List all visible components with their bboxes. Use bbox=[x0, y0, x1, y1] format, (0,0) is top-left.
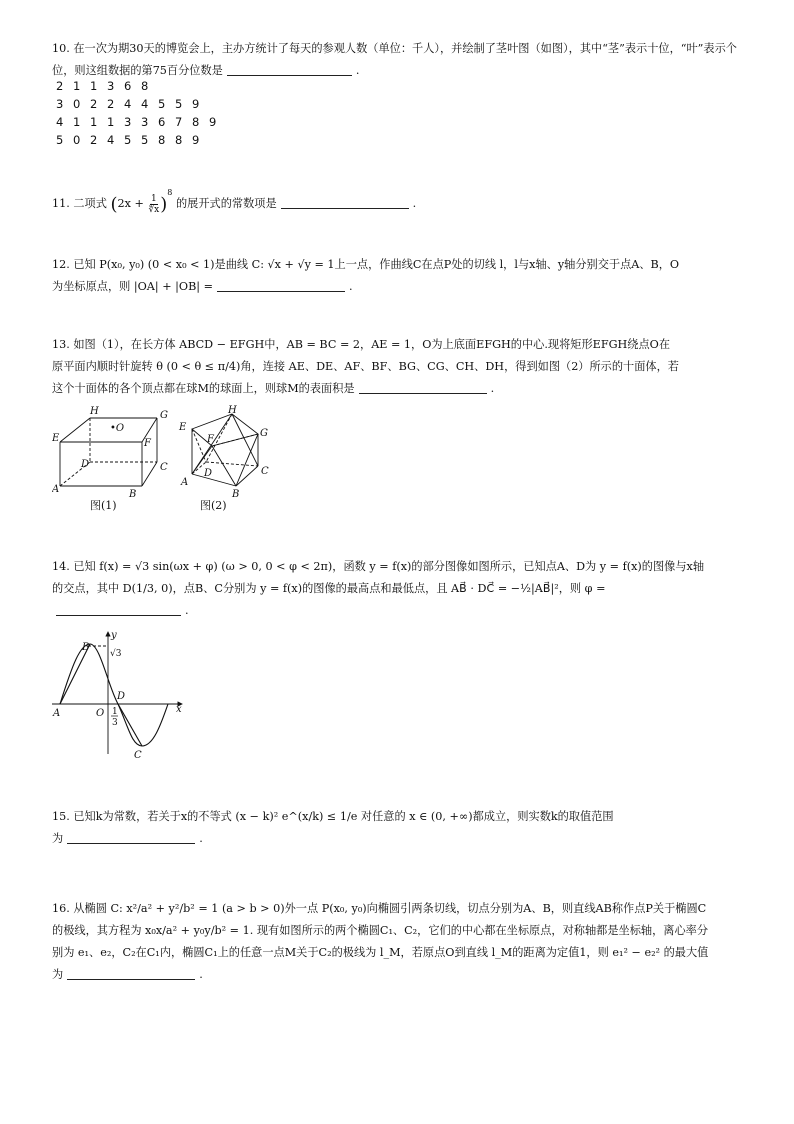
answer-blank[interactable] bbox=[67, 965, 195, 980]
vertex-label: F bbox=[207, 434, 214, 445]
sine-graph bbox=[50, 626, 190, 761]
question-13: 13. 如图（1），在长方体 ABCD − EFGH中，AB = BC = 2，AE = 1，O为上底面EFGH的中心.现将矩形EFGH绕点O在 原平面内顺时针旋转 θ (0 < θ ≤ π/4)角，连接 AE、DE、AF、BF、BG、CG、CH、DH，得到如图（2）所示的十面体，若 这个十面体的各个顶点都在球M的球面上，则球M的表面积是 . bbox=[52, 338, 679, 395]
point-label: B bbox=[82, 642, 90, 653]
figure-caption: 图(2) bbox=[200, 499, 227, 512]
axis-label: y bbox=[111, 630, 117, 641]
vertex-label: G bbox=[260, 428, 268, 439]
vertex-label: F bbox=[144, 438, 151, 449]
vertex-label: E bbox=[179, 422, 187, 433]
stem-leaf-plot bbox=[56, 77, 226, 149]
stem-row: 2 1 1 3 6 8 bbox=[56, 79, 149, 93]
fraction: $\frac{1}{∜x}$ bbox=[148, 193, 160, 215]
point-label: A bbox=[53, 708, 61, 719]
question-14: 14. 已知 f(x) = √3 sin(ωx + φ) (ω > 0, 0 < φ < 2π)，函数 y = f(x)的部分图像如图所示，已知点A、D为 y = f(x)的图像与x轴 的交点，其中 D(1/3, 0)，点B、C分别为 y = f(x)的图像的最高点和最低点，且 AB⃗ · DC⃗ = −½|AB⃗|²，则 φ = . bbox=[52, 560, 705, 617]
decahedron-figure-2 bbox=[176, 404, 276, 499]
axis-label: x bbox=[176, 704, 182, 715]
question-11: 11. 二项式 (2x + $\frac{1}{∜x}$ )$^8$ 的展开式的常数项是 . bbox=[52, 188, 417, 215]
tick-denominator: 3 bbox=[112, 718, 118, 728]
question-12: 12. 已知 P(x₀, y₀) (0 < x₀ < 1)是曲线 C: √x + √y = 1上一点，作曲线C在点P处的切线 l，l与x轴、y轴分别交于点A、B，O 为坐标原点，则 |OA| + |OB| = . bbox=[52, 258, 680, 293]
vertex-label: E bbox=[52, 433, 60, 444]
answer-blank[interactable] bbox=[67, 829, 195, 844]
origin-label: O bbox=[96, 708, 105, 719]
question-10: 10. 在一次为期30天的博览会上，主办方统计了每天的参观人数（单位：千人），并绘制了茎叶图（如图），其中“茎”表示十位，“叶”表示个位，则这组数据的第75百分位数是 . bbox=[52, 42, 737, 77]
vertex-label: C bbox=[261, 466, 269, 477]
vertex-label: D bbox=[81, 459, 90, 470]
tick-numerator: 1 bbox=[112, 707, 118, 717]
stem-row: 5 0 2 4 5 5 8 8 9 bbox=[56, 133, 200, 147]
vertex-label: A bbox=[52, 484, 60, 495]
point-label: C bbox=[134, 750, 142, 761]
cuboid-figure-1 bbox=[52, 404, 182, 499]
q10-text: 10. 在一次为期30天的博览会上，主办方统计了每天的参观人数（单位：千人），并绘制了茎叶图（如图），其中“茎”表示十位，“叶”表示个位，则这组数据的第75百分位数是 bbox=[52, 42, 737, 77]
stem-row: 4 1 1 1 3 3 6 7 8 9 bbox=[56, 115, 217, 129]
vertex-label: D bbox=[204, 468, 213, 479]
question-16: 16. 从椭圆 C: x²/a² + y²/b² = 1 (a > b > 0)外一点 P(x₀, y₀)向椭圆引两条切线，切点分别为A、B，则直线AB称作点P关于椭圆C 的极线，其方程为 x₀x/a² + y₀y/b² = 1. 现有如图所示的两个椭圆C₁、C₂，它们的中心都在坐标原点，对称轴都是坐标轴，离心率分 别为 e₁、e₂，C₂在C₁内，椭圆C₁上的任意一点M关于C₂的极线为 l_M，若原点O到直线 l_M的距离为定值1，则 e₁² − e₂² 的最大值 为 . bbox=[52, 902, 709, 981]
point-label: D bbox=[117, 691, 126, 702]
answer-blank[interactable] bbox=[227, 61, 352, 76]
answer-blank[interactable] bbox=[281, 194, 409, 209]
figure-caption: 图(1) bbox=[90, 499, 117, 512]
answer-blank[interactable] bbox=[217, 277, 345, 292]
vertex-label: B bbox=[232, 489, 240, 499]
vertex-label: A bbox=[181, 477, 189, 488]
center-label: •O bbox=[110, 423, 125, 434]
vertex-label: H bbox=[90, 406, 99, 417]
max-value-label: √3 bbox=[110, 649, 122, 659]
vertex-label: B bbox=[129, 489, 137, 499]
question-15: 15. 已知k为常数，若关于x的不等式 (x − k)² e^(x/k) ≤ 1/e 对任意的 x ∈ (0, +∞)都成立，则实数k的取值范围 为 . bbox=[52, 810, 614, 845]
stem-row: 3 0 2 2 4 4 5 5 9 bbox=[56, 97, 200, 111]
answer-blank[interactable] bbox=[359, 379, 487, 394]
vertex-label: G bbox=[160, 410, 168, 421]
vertex-label: C bbox=[160, 462, 168, 473]
vertex-label: H bbox=[228, 405, 237, 416]
answer-blank[interactable] bbox=[56, 601, 181, 616]
